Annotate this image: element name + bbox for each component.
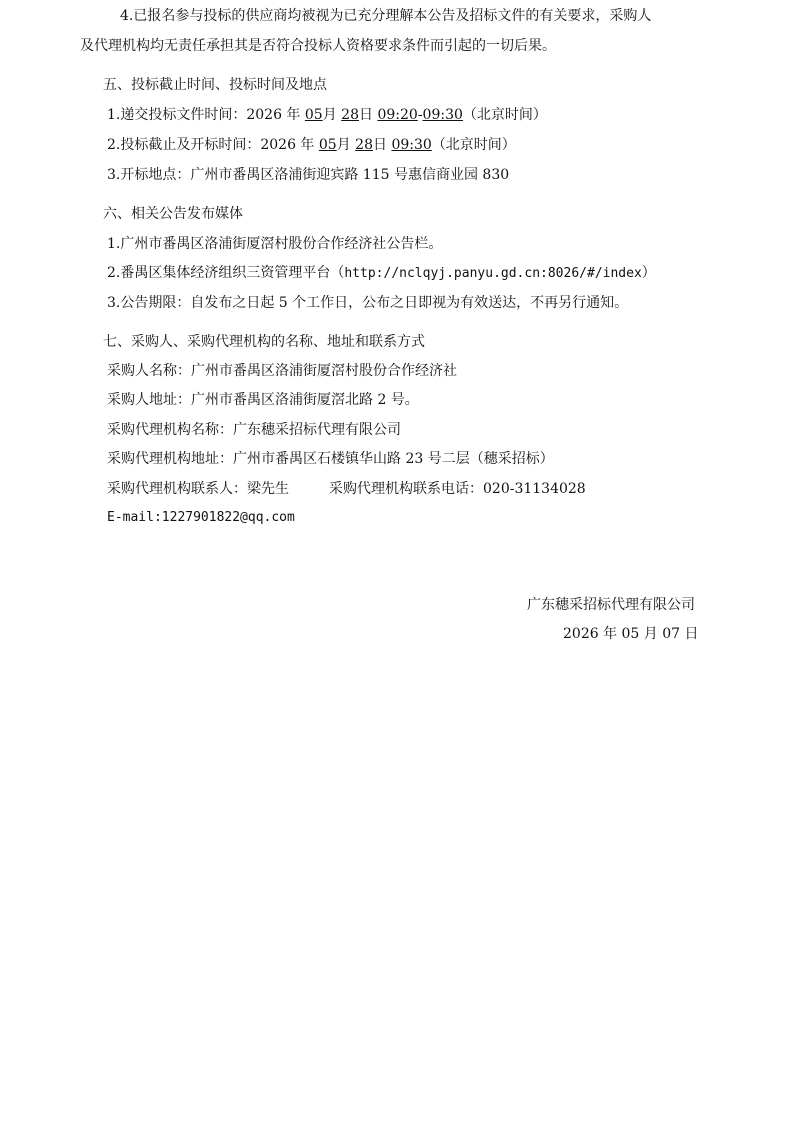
agency-phone: 采购代理机构联系电话：020-31134028 — [329, 481, 586, 497]
deadline-clock: 09:30 — [391, 137, 432, 153]
media-platform-url[interactable]: http://nclqyj.panyu.gd.cn:8026/#/index — [344, 266, 642, 281]
submission-time-start: 09:20 — [377, 107, 418, 123]
submission-dash: - — [417, 107, 423, 123]
opening-location: 3.开标地点：广州市番禺区洛浦街迎宾路 115 号惠信商业园 830 — [107, 167, 510, 183]
agency-contact-row — [107, 479, 586, 499]
section5-heading: 五、投标截止时间、投标时间及地点 — [103, 77, 327, 93]
media-platform-suffix: ） — [641, 265, 656, 281]
deadline-day-suffix: 日 — [373, 137, 392, 153]
deadline-day: 28 — [355, 137, 373, 153]
agency-email[interactable]: E-mail:1227901822@qq.com — [107, 510, 295, 525]
media-bulletin-board: 1.广州市番禺区洛浦街厦滘村股份合作经济社公告栏。 — [107, 236, 443, 252]
deadline-time — [107, 135, 516, 155]
agency-contact: 采购代理机构联系人：梁先生 — [107, 481, 289, 497]
submission-time-prefix: 1.递交投标文件时间：2026 年 — [107, 107, 305, 123]
deadline-month: 05 — [318, 137, 337, 153]
submission-time — [107, 105, 547, 125]
submission-day-suffix: 日 — [359, 107, 378, 123]
section6-heading: 六、相关公告发布媒体 — [103, 206, 243, 222]
agency-name: 采购代理机构名称：广东穗采招标代理有限公司 — [107, 422, 401, 438]
signature-company: 广东穗采招标代理有限公司 — [527, 597, 695, 613]
deadline-month-suffix: 月 — [336, 137, 356, 153]
submission-month: 05 — [304, 107, 323, 123]
para4-line1: 4.已报名参与投标的供应商均被视为已充分理解本公告及招标文件的有关要求，采购人 — [120, 8, 652, 24]
purchaser-name: 采购人名称：广州市番禺区洛浦街厦滘村股份合作经济社 — [107, 363, 457, 379]
deadline-prefix: 2.投标截止及开标时间：2026 年 — [107, 137, 319, 153]
agency-address: 采购代理机构地址：广州市番禺区石楼镇华山路 23 号二层（穗采招标） — [107, 451, 554, 467]
submission-month-suffix: 月 — [322, 107, 342, 123]
submission-time-suffix: （北京时间） — [462, 107, 547, 123]
deadline-suffix: （北京时间） — [431, 137, 516, 153]
para4-line2: 及代理机构均无责任承担其是否符合投标人资格要求条件而引起的一切后果。 — [80, 38, 556, 54]
purchaser-address: 采购人地址：广州市番禺区洛浦街厦滘北路 2 号。 — [107, 392, 419, 408]
media-platform-prefix: 2.番禺区集体经济组织三资管理平台（ — [107, 265, 345, 281]
submission-day: 28 — [341, 107, 359, 123]
submission-time-end: 09:30 — [422, 107, 463, 123]
media-platform — [107, 263, 656, 284]
signature-date: 2026 年 05 月 07 日 — [563, 626, 699, 642]
section7-heading: 七、采购人、采购代理机构的名称、地址和联系方式 — [103, 334, 425, 350]
notice-period: 3.公告期限：自发布之日起 5 个工作日，公布之日即视为有效送达，不再另行通知。 — [107, 295, 629, 311]
